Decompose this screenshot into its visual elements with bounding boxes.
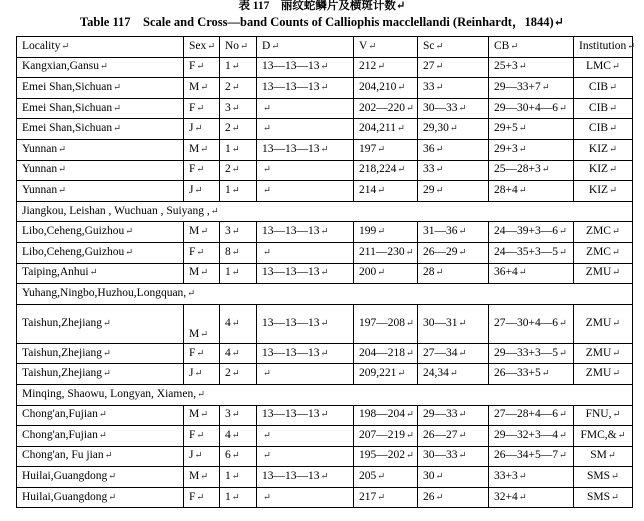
cell-locality: Chong'an,Fujian↵	[17, 426, 184, 447]
table-row	[17, 263, 633, 284]
cell-no: 4↵	[220, 343, 257, 364]
cell-sex: M↵	[184, 139, 220, 160]
cell-sc: 29—33↵	[418, 405, 489, 426]
cell-inst: ZMU↵	[574, 343, 633, 364]
header-d: D↵	[257, 37, 354, 58]
table-row	[17, 57, 633, 78]
cell-sc: 26↵	[418, 487, 489, 508]
table-row	[17, 343, 633, 364]
cell-locality: Libo,Ceheng,Guizhou↵	[17, 222, 184, 243]
cell-no: 2↵	[220, 119, 257, 140]
cell-locality: Chong'an,Fujian↵	[17, 405, 184, 426]
table-row-group-heading	[17, 384, 633, 405]
cell-sc: 29,30↵	[418, 119, 489, 140]
cell-d: 13—13—13↵	[257, 304, 354, 343]
cell-locality: Taishun,Zhejiang↵	[17, 343, 184, 364]
cell-v: 204,210↵	[354, 78, 418, 99]
cell-locality: Emei Shan,Sichuan↵	[17, 78, 184, 99]
cell-cb: 27—30+4—6↵	[489, 304, 574, 343]
cell-inst: KIZ↵	[574, 139, 633, 160]
table-row	[17, 160, 633, 181]
cell-sc: 33↵	[418, 160, 489, 181]
cell-locality: Yunnan↵	[17, 139, 184, 160]
cell-no: 3↵	[220, 405, 257, 426]
cell-cb: 26—33+5↵	[489, 364, 574, 385]
cell-v: 202—220↵	[354, 98, 418, 119]
cell-sex: F↵	[184, 426, 220, 447]
header-cb: CB↵	[489, 37, 574, 58]
cell-inst: ZMU↵	[574, 364, 633, 385]
locality-group-cell: Minqing, Shaowu, Longyan, Xiamen,↵	[17, 384, 633, 405]
cell-sex: F↵	[184, 160, 220, 181]
table-row	[17, 98, 633, 119]
cell-d: 13—13—13↵	[257, 405, 354, 426]
scale-count-table	[16, 36, 636, 508]
cell-sc: 27↵	[418, 57, 489, 78]
cell-inst: FNU,↵	[574, 405, 633, 426]
cell-inst: ZMU↵	[574, 263, 633, 284]
cell-sc: 26—29↵	[418, 242, 489, 263]
cell-v: 209,221↵	[354, 364, 418, 385]
cell-d: ↵	[257, 119, 354, 140]
cell-locality: Emei Shan,Sichuan↵	[17, 119, 184, 140]
cell-no: 4↵	[220, 426, 257, 447]
cell-sc: 33↵	[418, 78, 489, 99]
cell-no: 3↵	[220, 222, 257, 243]
cell-cb: 29—33+7↵	[489, 78, 574, 99]
cell-d: 13—13—13↵	[257, 78, 354, 99]
cell-no: 3↵	[220, 98, 257, 119]
cell-locality: Libo,Ceheng,Guizhou↵	[17, 242, 184, 263]
cell-inst: KIZ↵	[574, 181, 633, 202]
cell-sc: 28↵	[418, 263, 489, 284]
cell-sex: M↵	[184, 467, 220, 488]
cell-d: 13—13—13↵	[257, 343, 354, 364]
cell-sex: F↵	[184, 487, 220, 508]
caption-english: Table 117 Scale and Cross—band Counts of Calliophis macclellandi (Reinhardt，1844)↵	[79, 15, 565, 29]
cell-d: 13—13—13↵	[257, 139, 354, 160]
header-institution: Institution↵	[574, 37, 633, 58]
cell-cb: 29—33+3—5↵	[489, 343, 574, 364]
cell-sex: M↵	[184, 263, 220, 284]
cell-inst: SMS↵	[574, 487, 633, 508]
cell-sc: 30—31↵	[418, 304, 489, 343]
cell-d: 13—13—13↵	[257, 222, 354, 243]
cell-sex: J↵	[184, 446, 220, 467]
cell-no: 2↵	[220, 364, 257, 385]
header-row	[17, 37, 633, 58]
cell-sex: M↵	[184, 405, 220, 426]
table-row	[17, 405, 633, 426]
cell-sc: 26—27↵	[418, 426, 489, 447]
cell-locality: Yunnan↵	[17, 160, 184, 181]
cell-d: 13—13—13↵	[257, 263, 354, 284]
cell-sex: J↵	[184, 181, 220, 202]
header-locality: Locality↵	[17, 37, 184, 58]
cell-inst: ZMC↵	[574, 242, 633, 263]
table-row	[17, 139, 633, 160]
cell-d: ↵	[257, 426, 354, 447]
cell-no: 1↵	[220, 139, 257, 160]
cell-sex: J↵	[184, 364, 220, 385]
cell-inst: KIZ↵	[574, 160, 633, 181]
cell-sc: 31—36↵	[418, 222, 489, 243]
cell-sex: F↵	[184, 98, 220, 119]
header-v: V↵	[354, 37, 418, 58]
cell-d: ↵	[257, 242, 354, 263]
cell-cb: 32+4↵	[489, 487, 574, 508]
table-row	[17, 304, 633, 343]
cell-d: 13—13—13↵	[257, 57, 354, 78]
cell-cb: 29+3↵	[489, 139, 574, 160]
cell-no: 2↵	[220, 160, 257, 181]
cell-cb: 24—39+3—6↵	[489, 222, 574, 243]
cell-sex: F↵	[184, 343, 220, 364]
cell-locality: Huilai,Guangdong↵	[17, 467, 184, 488]
cell-v: 214↵	[354, 181, 418, 202]
cell-sc: 36↵	[418, 139, 489, 160]
cell-d: ↵	[257, 487, 354, 508]
header-no: No↵	[220, 37, 257, 58]
table-row	[17, 467, 633, 488]
cell-sc: 27—34↵	[418, 343, 489, 364]
cell-inst: ZMC↵	[574, 222, 633, 243]
table-row	[17, 446, 633, 467]
locality-group-cell: Yuhang,Ningbo,Huzhou,Longquan,↵	[17, 284, 633, 305]
cell-no: 4↵	[220, 304, 257, 343]
cell-sex: F↵	[184, 57, 220, 78]
locality-group-cell: Jiangkou, Leishan , Wuchuan , Suiyang ,↵	[17, 201, 633, 222]
table-row-group-heading	[17, 284, 633, 305]
caption-chinese: 表 117 丽纹蛇鳞片及横斑计数↵	[238, 0, 406, 12]
cell-d: ↵	[257, 98, 354, 119]
cell-locality: Taiping,Anhui↵	[17, 263, 184, 284]
table-row	[17, 78, 633, 99]
cell-locality: Huilai,Guangdong↵	[17, 487, 184, 508]
cell-v: 217↵	[354, 487, 418, 508]
cell-locality: Taishun,Zhejiang↵	[17, 304, 184, 343]
cell-no: 1↵	[220, 467, 257, 488]
cell-sex: M↵	[184, 304, 220, 343]
cell-cb: 24—35+3—5↵	[489, 242, 574, 263]
cell-cb: 36+4↵	[489, 263, 574, 284]
table-row	[17, 222, 633, 243]
cell-sex: F↵	[184, 242, 220, 263]
cell-cb: 29—30+4—6↵	[489, 98, 574, 119]
cell-v: 212↵	[354, 57, 418, 78]
cell-d: ↵	[257, 364, 354, 385]
cell-cb: 26—34+5—7↵	[489, 446, 574, 467]
cell-inst: ZMU↵	[574, 304, 633, 343]
cell-inst: SMS↵	[574, 467, 633, 488]
table-row-group-heading	[17, 201, 633, 222]
cell-locality: Yunnan↵	[17, 181, 184, 202]
table-row	[17, 426, 633, 447]
cell-no: 1↵	[220, 181, 257, 202]
cell-inst: CIB↵	[574, 78, 633, 99]
cell-sex: M↵	[184, 78, 220, 99]
cell-v: 199↵	[354, 222, 418, 243]
cell-cb: 29—32+3—4↵	[489, 426, 574, 447]
cell-locality: Kangxian,Gansu↵	[17, 57, 184, 78]
cell-v: 204,211↵	[354, 119, 418, 140]
cell-sex: J↵	[184, 119, 220, 140]
cell-no: 1↵	[220, 487, 257, 508]
cell-d: ↵	[257, 160, 354, 181]
cell-sc: 24,34↵	[418, 364, 489, 385]
cell-v: 198—204↵	[354, 405, 418, 426]
table-row	[17, 487, 633, 508]
cell-no: 2↵	[220, 78, 257, 99]
cell-sc: 30—33↵	[418, 446, 489, 467]
cell-sc: 30↵	[418, 467, 489, 488]
table-row	[17, 242, 633, 263]
cell-v: 204—218↵	[354, 343, 418, 364]
cell-inst: LMC↵	[574, 57, 633, 78]
cell-inst: SM↵	[574, 446, 633, 467]
cell-inst: CIB↵	[574, 98, 633, 119]
cell-locality: Chong'an, Fu jian↵	[17, 446, 184, 467]
cell-no: 1↵	[220, 57, 257, 78]
cell-d: ↵	[257, 446, 354, 467]
cell-sc: 30—33↵	[418, 98, 489, 119]
table-row	[17, 119, 633, 140]
cell-cb: 29+5↵	[489, 119, 574, 140]
cell-no: 1↵	[220, 263, 257, 284]
cell-v: 197↵	[354, 139, 418, 160]
cell-d: 13—13—13↵	[257, 467, 354, 488]
cell-cb: 33+3↵	[489, 467, 574, 488]
cell-locality: Taishun,Zhejiang↵	[17, 364, 184, 385]
cell-cb: 25+3↵	[489, 57, 574, 78]
cell-d: ↵	[257, 181, 354, 202]
table-row	[17, 181, 633, 202]
cell-cb: 28+4↵	[489, 181, 574, 202]
cell-locality: Emei Shan,Sichuan↵	[17, 98, 184, 119]
header-sc: Sc↵	[418, 37, 489, 58]
cell-v: 197—208↵	[354, 304, 418, 343]
cell-v: 211—230↵	[354, 242, 418, 263]
cell-v: 200↵	[354, 263, 418, 284]
cell-inst: CIB↵	[574, 119, 633, 140]
cell-sc: 29↵	[418, 181, 489, 202]
cell-cb: 27—28+4—6↵	[489, 405, 574, 426]
header-sex: Sex↵	[184, 37, 220, 58]
cell-v: 205↵	[354, 467, 418, 488]
cell-inst: FMC,&↵	[574, 426, 633, 447]
cell-no: 6↵	[220, 446, 257, 467]
cell-v: 207—219↵	[354, 426, 418, 447]
table-row	[17, 364, 633, 385]
cell-sex: M↵	[184, 222, 220, 243]
cell-cb: 25—28+3↵	[489, 160, 574, 181]
cell-no: 8↵	[220, 242, 257, 263]
cell-v: 218,224↵	[354, 160, 418, 181]
cell-v: 195—202↵	[354, 446, 418, 467]
